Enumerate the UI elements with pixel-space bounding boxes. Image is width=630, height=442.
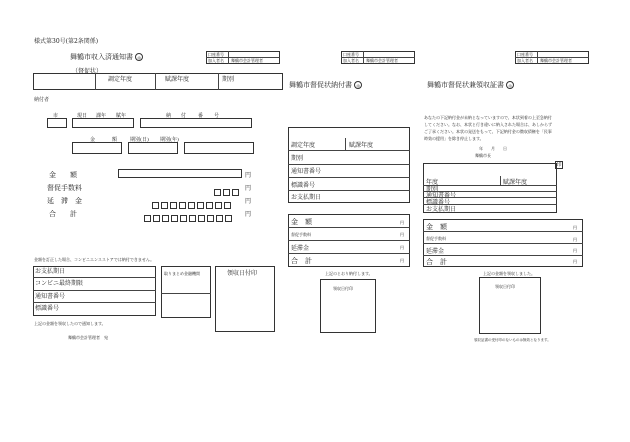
s3-date: 年 月 日 <box>479 146 507 151</box>
s1-line-late: 延 滞 金 <box>47 197 82 205</box>
s1-bank-label: 取りまとめ金融機関 <box>164 271 200 276</box>
s3-yen-3: 円 <box>573 259 577 264</box>
s1-title-text: 舞鶴市収入済通知書 <box>70 53 133 61</box>
s3-line-3: 合 計 <box>426 258 447 266</box>
s3-stamp-label: 領収日付印 <box>495 284 515 289</box>
s3-line-1: 督促手数料 <box>426 236 446 241</box>
s1-code-head-5: 付 <box>181 113 187 119</box>
s3-line-2: 延滞金 <box>426 248 445 255</box>
s1-title <box>70 52 143 62</box>
s1-code-box-year[interactable] <box>72 118 134 128</box>
s2-yen-1: 円 <box>400 232 404 237</box>
s3-note: 上記の金額を領収しました。 <box>483 271 535 276</box>
s3-row-3: お支払期日 <box>426 206 457 213</box>
s2-row-2: 標識番号 <box>291 182 316 189</box>
s1-code-head-3: 賦年 <box>116 113 127 119</box>
s1-code-box-city[interactable] <box>47 118 67 128</box>
s1-row-0: お支払期日 <box>33 266 156 278</box>
s1-copy-label: （督促状） <box>72 68 103 75</box>
s2-title-text: 舞鶴市督促状納付書 <box>289 81 352 89</box>
s2-row-a-1: 賦課年度 <box>349 142 374 149</box>
s3-yen-2: 円 <box>573 248 577 253</box>
s2-row-1: 通知書番号 <box>291 168 322 175</box>
s1-header-table <box>33 73 283 90</box>
s1-code-head-6: 番 <box>198 113 204 119</box>
s2-row-3: お支払期日 <box>291 194 322 201</box>
s3-yen-0: 円 <box>573 225 577 230</box>
s1-col-0: 調定年度 <box>108 76 133 83</box>
s3-top-row-b-1: 加入者名 <box>517 58 533 63</box>
s1-yen-0: 円 <box>245 172 252 179</box>
s2-line-3: 合 計 <box>291 257 312 265</box>
s1-col-1: 賦課年度 <box>165 76 190 83</box>
s1-issuer: 舞鶴市会計管理者 宛 <box>68 335 108 340</box>
s1-amount-box-b[interactable] <box>128 142 178 154</box>
s1-amount-head-1: 額 <box>112 137 118 143</box>
s2-line-0: 金 額 <box>291 218 312 226</box>
circle-mark-icon: ◎ <box>354 81 362 89</box>
s3-line-0: 金 額 <box>426 223 447 231</box>
s1-code-head-0: 市 <box>53 113 59 119</box>
s2-top-row-0: 口座番号 <box>208 52 224 57</box>
s1-line-amount: 金 額 <box>49 171 77 179</box>
s1-amount-box-c[interactable] <box>184 142 254 154</box>
s2-yen-3: 円 <box>400 258 404 263</box>
s2-row-0: 期別 <box>291 155 304 162</box>
s3-row-0: 期別 <box>426 186 439 193</box>
s3-issuer: 舞鶴市長 <box>475 153 491 158</box>
s1-payer: 納付者 <box>34 97 50 103</box>
s1-note-bottom: 上記の金額を領収したので通知します。 <box>34 321 106 326</box>
s2-row-a-0: 調定年度 <box>291 142 316 149</box>
circle-mark-icon: ◎ <box>506 81 514 89</box>
s1-col-2: 期別 <box>222 76 235 83</box>
s3-top-row-b-0: 口座番号 <box>517 52 533 57</box>
s1-amount-head-2: 期別(日) <box>130 137 149 143</box>
s1-code-head-4: 納 <box>166 113 172 119</box>
s2-top-row-1: 加入者名 <box>208 58 224 63</box>
s1-row-3: 標識番号 <box>35 305 60 312</box>
s2-yen-0: 円 <box>400 220 404 225</box>
s1-row-2: 通知書番号 <box>33 291 156 303</box>
s1-amount-head-3: 期別(年) <box>160 137 179 143</box>
s3-row-a-0: 年度 <box>426 179 439 186</box>
s2-yen-2: 円 <box>400 245 404 250</box>
s1-yen-3: 円 <box>245 211 252 218</box>
s2-line-2: 延滞金 <box>291 245 310 252</box>
s1-amount-field[interactable] <box>118 169 242 178</box>
s3-yen-1: 円 <box>573 237 577 242</box>
s1-line-total: 合 計 <box>49 210 77 218</box>
s3-row-1: 通知書番号 <box>426 192 457 199</box>
s3-top-val-a-1: 舞鶴市会計管理者 <box>366 58 398 63</box>
circle-mark-icon: ◎ <box>135 53 143 61</box>
s1-code-head-2: 課年 <box>96 113 107 119</box>
s1-yen-2: 円 <box>245 198 252 205</box>
s1-code-head-1: 現日 <box>77 113 88 119</box>
s3-title <box>427 80 514 90</box>
s2-top-val-1: 舞鶴市会計管理者 <box>231 58 263 63</box>
s1-amount-head-0: 金 <box>90 137 96 143</box>
s3-body-text: あなたの下記納付金が未納となっていますので、本状到着の上至急納付してください。なお、本状と行き違いに納入された場合は、あしからずご了承ください。本状の発送をもって、下記納付金の徴収債権を「民事時効の援用」を除き停止します。 <box>424 115 552 141</box>
s1-amount-box-a[interactable] <box>72 142 122 154</box>
s1-code-box-number[interactable] <box>140 118 252 128</box>
form-number: 様式第30号(第2条関係) <box>34 38 99 45</box>
s3-top-row-a-1: 加入者名 <box>343 58 359 63</box>
s1-yen-1: 円 <box>245 185 252 192</box>
s1-row-1: コンビニ最終期限 <box>33 278 156 291</box>
s1-code-head-7: 号 <box>214 113 220 119</box>
s1-line-fee: 督促手数料 <box>47 184 82 192</box>
s3-top-val-b-1: 舞鶴市会計管理者 <box>540 58 572 63</box>
s2-stamp-label: 領収日付印 <box>333 286 353 291</box>
s3-top-row-a-0: 口座番号 <box>343 52 359 57</box>
s3-row-2: 標識番号 <box>426 199 451 206</box>
s1-stamp-label: 領収日付印 <box>227 270 258 277</box>
s1-total-digits[interactable] <box>144 208 234 227</box>
s3-row-a-1: 賦課年度 <box>503 179 528 186</box>
s1-note-store: 金額を訂正した場合、コンビニエンスストアでは納付できません。 <box>34 257 155 262</box>
s2-title <box>289 80 362 90</box>
s3-seal-icon: 印 <box>556 162 562 168</box>
s3-title-text: 舞鶴市督促状兼領収証書 <box>427 81 504 89</box>
s2-line-1: 督促手数料 <box>291 232 311 237</box>
s2-note: 上記のとおり納付します。 <box>325 271 373 276</box>
s3-foot: 領収証書の受付印のないものは無効となります。 <box>474 338 551 342</box>
